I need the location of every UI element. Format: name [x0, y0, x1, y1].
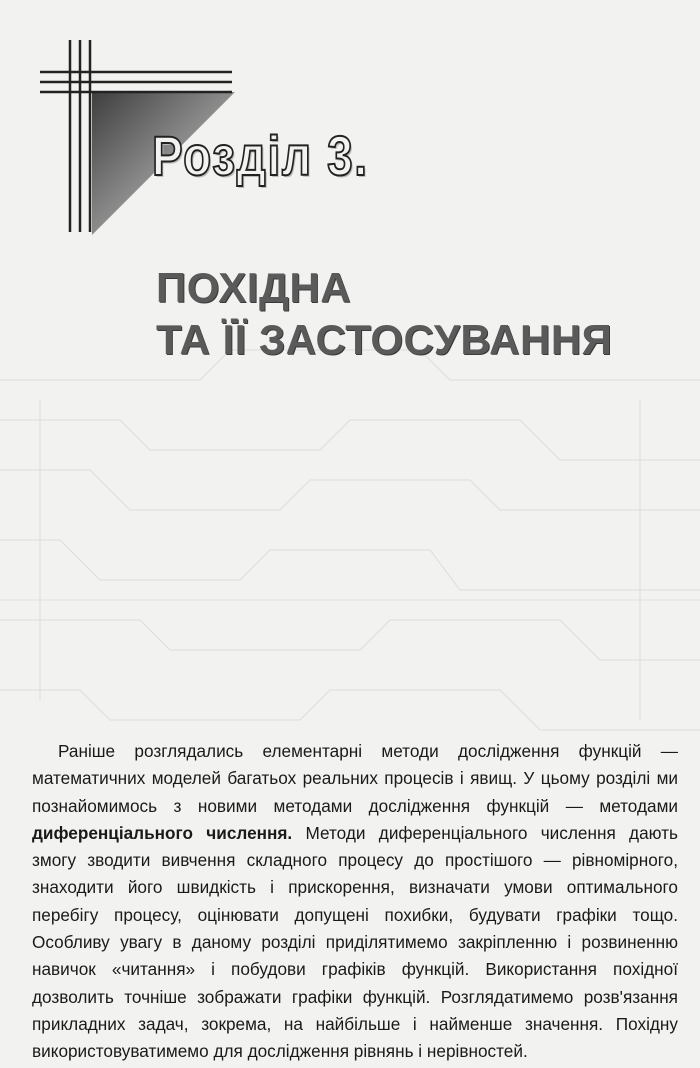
chapter-title-line-1: ПОХІДНА — [156, 264, 352, 311]
chapter-title-line-2: ТА ЇЇ ЗАСТОСУВАННЯ — [156, 316, 613, 363]
chapter-title — [156, 262, 676, 366]
intro-paragraph — [32, 738, 678, 1066]
intro-text-part-1: Раніше розглядались елементарні методи дослідження функцій — математичних моделей багатьох реальних процесів і явищ. У цьому розділі ми познайомимось з новими методами дослідження функцій — методами — [32, 741, 678, 816]
chapter-number-label: Розділ 3. — [152, 124, 369, 187]
intro-text-part-2: Методи диференціального числення дають змогу зводити вивчення складного процесу до простішого — рівномірного, знаходити його швидкість і прискорення, визначати умови оптимального перебігу процесу, оцінювати допущені похибки, будувати графіки тощо. Особливу увагу в даному розділі приділятимемо закріпленню і розвиненню навичок «читання» і побудови графіків функцій. Використання похідної дозволить точніше зображати графіки функцій. Розглядатимемо розв'язання прикладних задач, зокрема, на найбільше і найменше значення. Похідну використовуватимемо для дослідження рівнянь і нерівностей. — [32, 822, 678, 1062]
intro-bold-term: диференціального числення. — [32, 822, 293, 843]
